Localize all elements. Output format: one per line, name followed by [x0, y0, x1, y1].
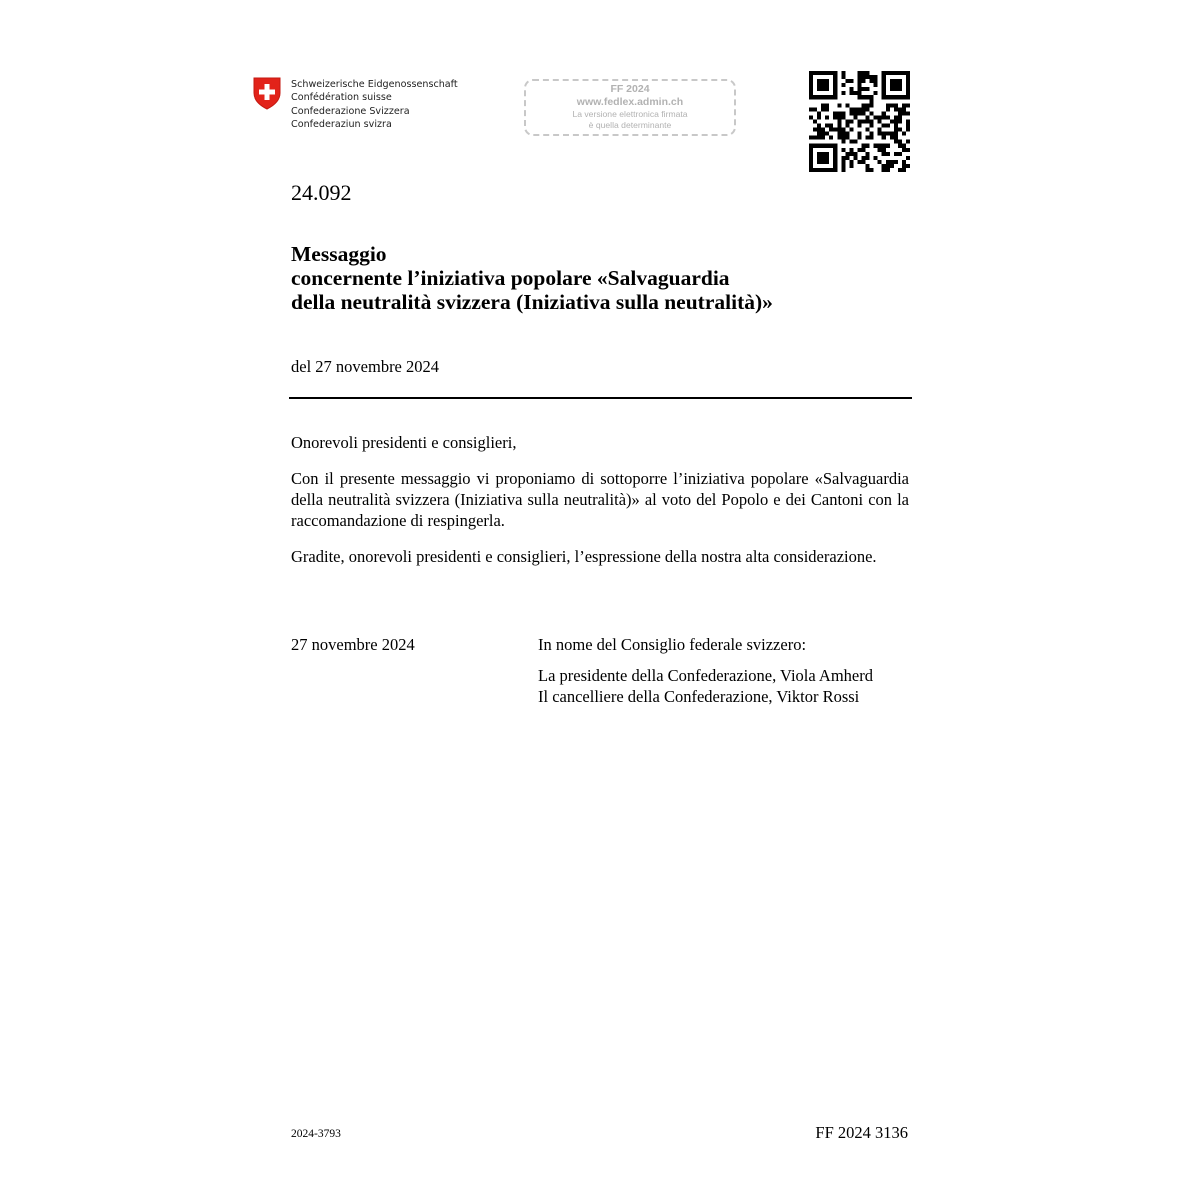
confederation-name-it: Confederazione Svizzera [291, 105, 410, 117]
confederation-name-fr: Confédération suisse [291, 92, 392, 104]
signature-block [538, 635, 873, 707]
horizontal-rule [289, 397, 912, 399]
document-number: 24.092 [291, 180, 352, 205]
signature-on-behalf: In nome del Consiglio federale svizzero: [538, 635, 807, 654]
paragraph-proposal: Con il presente messaggio vi proponiamo di sottoporre l’iniziativa popolare «Salvaguardia della neutralità svizzera (Iniziativa sulla neutralità)» al voto del Popolo e dei Cantoni con la raccomandazione di respingerla. [291, 469, 909, 530]
document-date: del 27 novembre 2024 [291, 357, 440, 376]
footer-reference: FF 2024 3136 [815, 1123, 908, 1142]
paragraph-closing: Gradite, onorevoli presidenti e consiglieri, l’espressione della nostra alta considerazione. [291, 547, 877, 566]
swiss-coat-of-arms-icon [253, 77, 281, 110]
stamp-url: www.fedlex.admin.ch [576, 96, 684, 108]
salutation: Onorevoli presidenti e consiglieri, [291, 433, 517, 452]
electronic-version-stamp [524, 79, 736, 136]
signature-date: 27 novembre 2024 [291, 635, 415, 654]
confederation-name-rm: Confederaziun svizra [291, 119, 392, 131]
title-line: Messaggio [291, 242, 387, 266]
title-line: della neutralità svizzera (Iniziativa sulla neutralità)» [291, 290, 773, 314]
stamp-ff: FF 2024 [610, 83, 650, 95]
document-title [291, 242, 773, 314]
title-line: concernente l’iniziativa popolare «Salvaguardia [291, 266, 730, 290]
footer-document-id: 2024-3793 [291, 1128, 341, 1140]
stamp-note-2: è quella determinante [588, 120, 672, 130]
qr-code-icon [809, 71, 910, 172]
confederation-name-de: Schweizerische Eidgenossenschaft [291, 79, 458, 90]
signature-chancellor: Il cancelliere della Confederazione, Viktor Rossi [538, 686, 860, 706]
confederation-names [291, 78, 458, 132]
signature-president: La presidente della Confederazione, Viola Amherd [538, 665, 873, 685]
stamp-note-1: La versione elettronica firmata [572, 109, 688, 119]
